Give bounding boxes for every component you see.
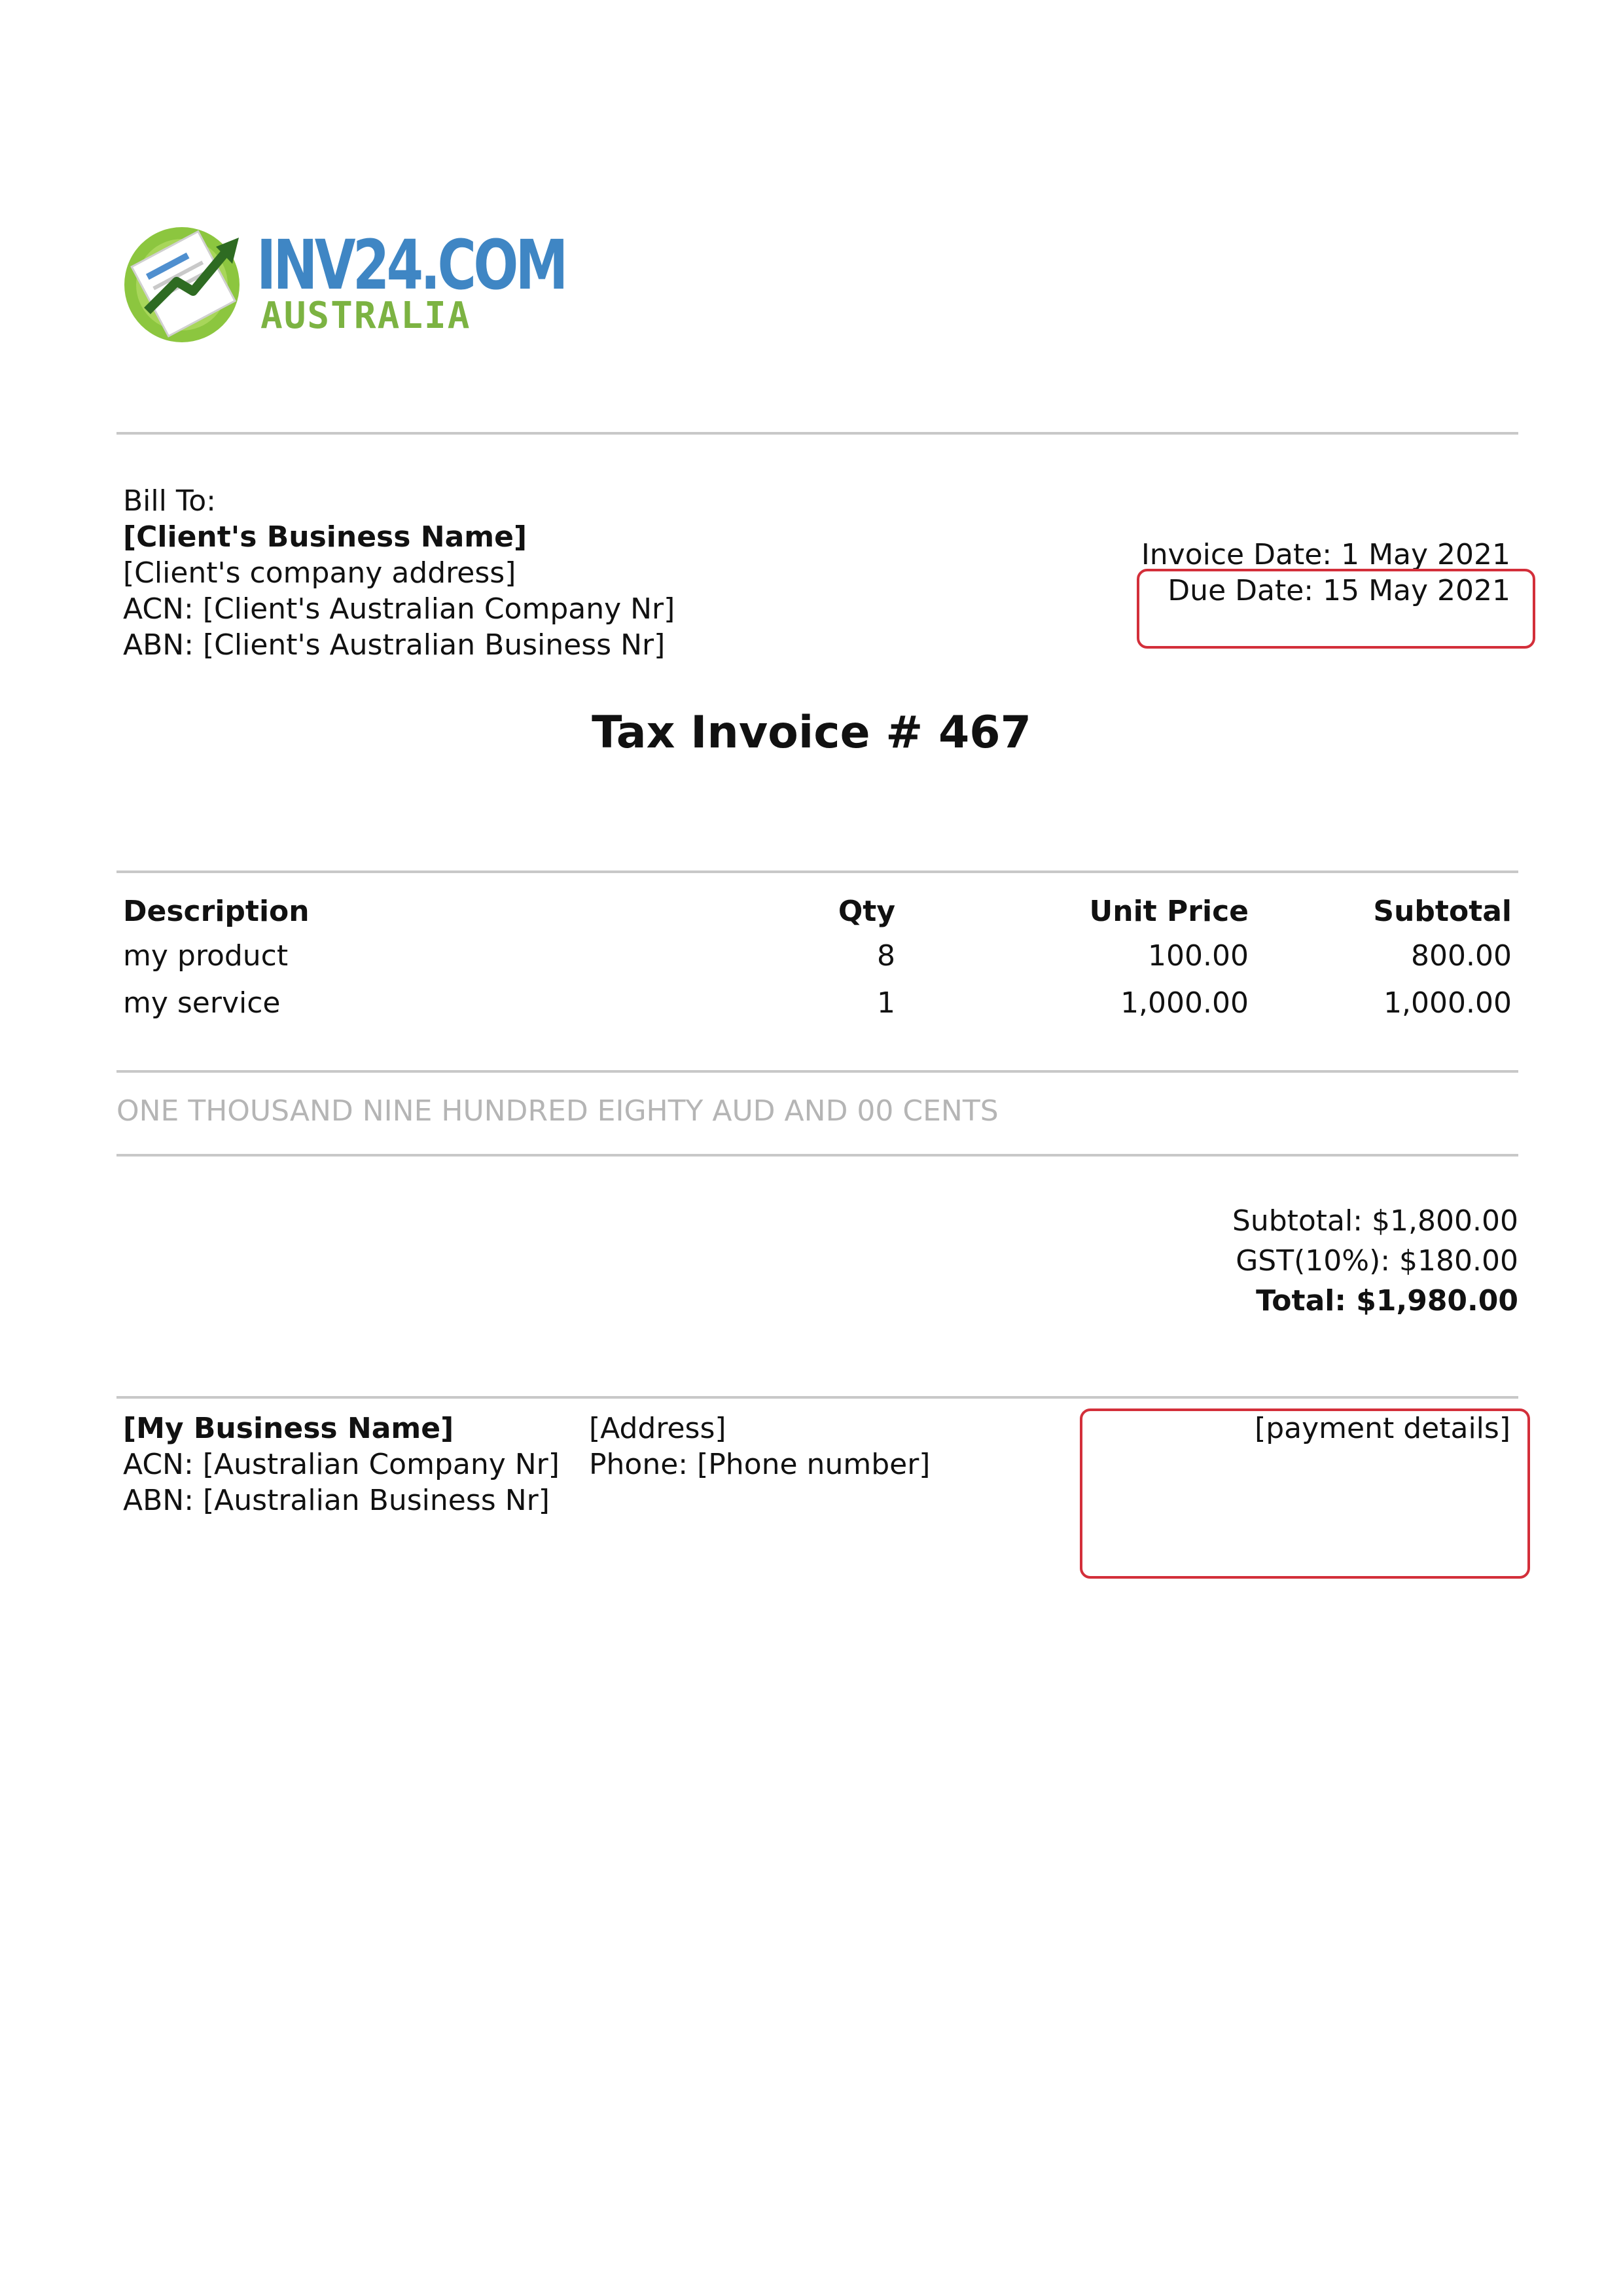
my-acn: ACN: [Australian Company Nr] [123, 1448, 560, 1481]
totals-gst: GST(10%): $180.00 [1236, 1244, 1518, 1278]
bill-to-label: Bill To: [123, 484, 216, 518]
logo-region-text: AUSTRALIA [260, 295, 471, 337]
due-date-highlight-box [1137, 569, 1535, 649]
footer-business-block [123, 1410, 560, 1518]
footer-contact-block [589, 1410, 930, 1482]
column-header-description: Description [123, 894, 310, 928]
my-address: [Address] [589, 1412, 726, 1445]
table-row [116, 979, 1518, 1026]
invoice-title: Tax Invoice # 467 [592, 707, 1031, 759]
item-unit-price: 100.00 [1148, 939, 1249, 973]
amount-in-words: ONE THOUSAND NINE HUNDRED EIGHTY AUD AND 00 CENTS [116, 1094, 999, 1128]
item-subtotal: 800.00 [1411, 939, 1512, 973]
line-items-table [116, 890, 1518, 1026]
company-logo [118, 213, 565, 344]
words-divider [116, 1154, 1518, 1157]
column-header-subtotal: Subtotal [1373, 894, 1512, 928]
table-row [116, 932, 1518, 979]
item-unit-price: 1,000.00 [1120, 986, 1249, 1020]
my-abn: ABN: [Australian Business Nr] [123, 1484, 550, 1517]
column-header-qty: Qty [838, 894, 895, 928]
footer-divider [116, 1396, 1518, 1399]
table-header-row [116, 890, 1518, 932]
item-description: my product [123, 939, 289, 973]
item-qty: 1 [877, 986, 895, 1020]
item-qty: 8 [877, 939, 895, 973]
totals-total: Total: $1,980.00 [1256, 1284, 1518, 1318]
payment-details-highlight-box [1080, 1408, 1530, 1579]
logo-brand-text: INV24.COM [257, 225, 565, 305]
my-phone: Phone: [Phone number] [589, 1448, 931, 1481]
table-top-divider [116, 870, 1518, 873]
client-acn: ACN: [Client's Australian Company Nr] [123, 592, 675, 626]
item-subtotal: 1,000.00 [1383, 986, 1512, 1020]
header-divider [116, 432, 1518, 435]
totals-subtotal: Subtotal: $1,800.00 [1232, 1204, 1518, 1238]
item-description: my service [123, 986, 281, 1020]
invoice-date: Invoice Date: 1 May 2021 [1141, 538, 1510, 571]
totals-block [1232, 1201, 1518, 1321]
table-bottom-divider [116, 1070, 1518, 1073]
client-abn: ABN: [Client's Australian Business Nr] [123, 628, 666, 662]
my-business-name: [My Business Name] [123, 1412, 454, 1445]
due-date: Due Date: 15 May 2021 [1168, 574, 1510, 607]
invoice-growth-arrow-icon [118, 213, 255, 344]
column-header-unit-price: Unit Price [1089, 894, 1249, 928]
client-address: [Client's company address] [123, 556, 516, 590]
client-business-name: [Client's Business Name] [123, 520, 527, 554]
bill-to-block [123, 483, 675, 663]
payment-details: [payment details] [1255, 1412, 1510, 1445]
